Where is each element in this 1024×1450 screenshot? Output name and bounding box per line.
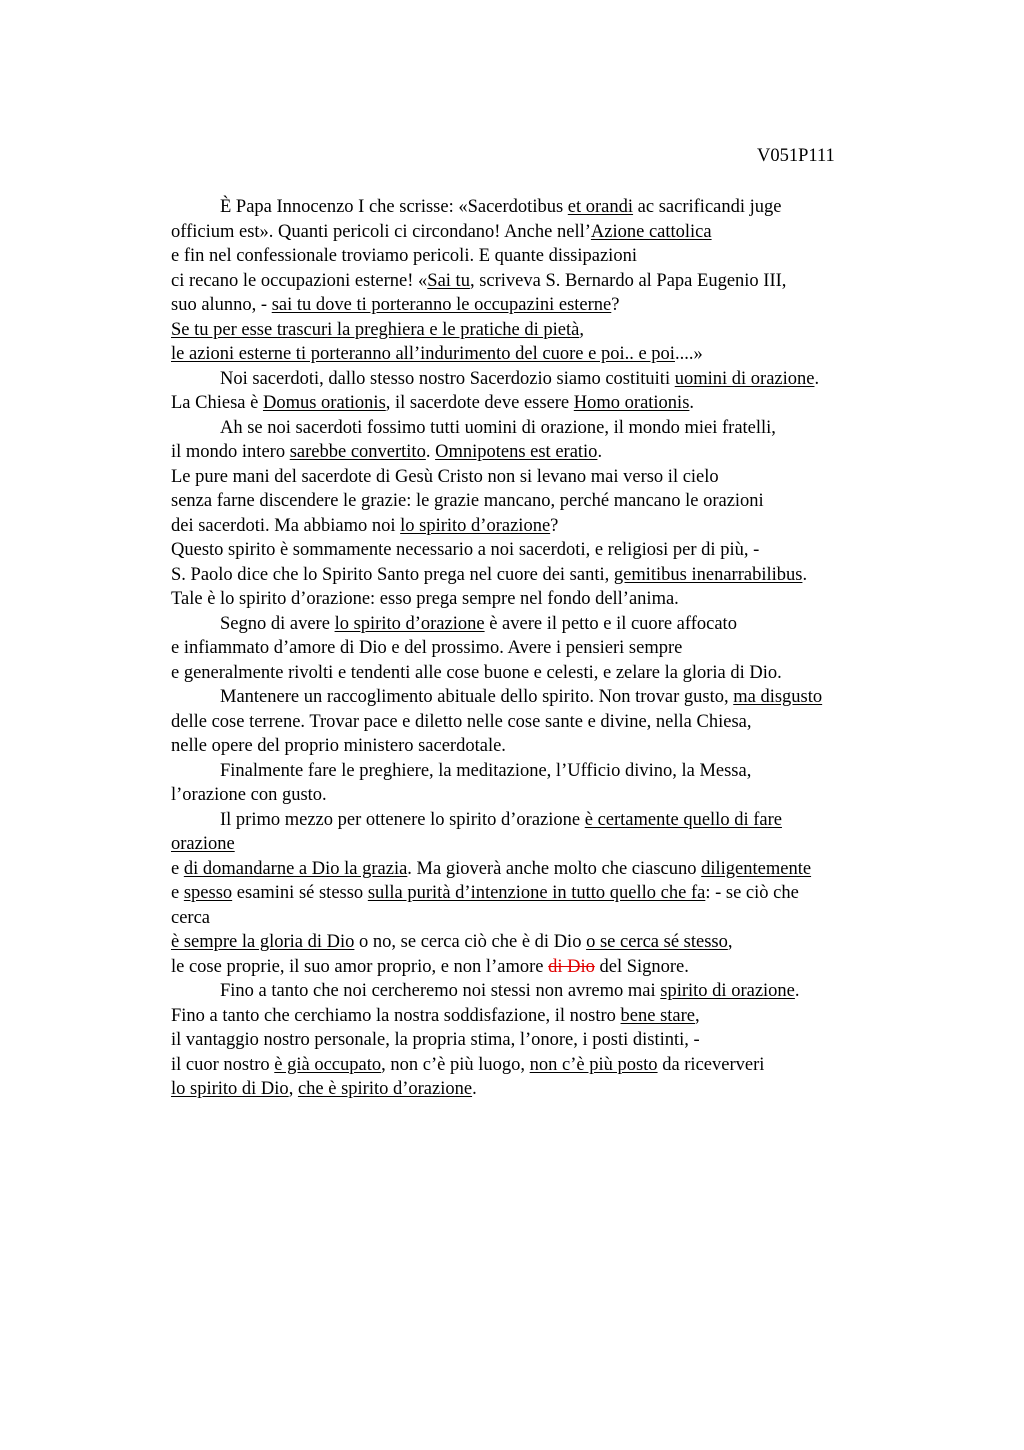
text-run: nelle opere del proprio ministero sacerdotale. (171, 736, 506, 756)
text-line (171, 1077, 911, 1102)
text-run: ac sacrificandi juge (633, 197, 782, 217)
underlined-text: sai tu dove ti porteranno le occupazini esterne (271, 295, 612, 315)
text-line (171, 808, 911, 833)
text-run: Noi sacerdoti, dallo stesso nostro Sacerdozio siamo costituiti (220, 368, 675, 389)
text-run: . Ma gioverà anche molto che ciascuno (407, 858, 702, 879)
underlined-text: gemitibus inenarrabilibus (613, 564, 803, 585)
text-run: e generalmente rivolti e tendenti alle cose buone e celesti, e zelare la gloria di Dio. (171, 662, 782, 683)
text-run: , (727, 932, 733, 952)
text-line (171, 342, 911, 367)
text-line (171, 587, 911, 612)
text-run: Fino a tanto che noi cercheremo noi stessi non avremo mai (220, 981, 661, 1001)
underlined-text: Omnipotens est eratio (435, 442, 598, 462)
text-run: , (695, 1005, 700, 1026)
text-run: : - se ciò che (705, 883, 799, 903)
text-line (171, 661, 911, 686)
text-line (171, 440, 911, 465)
text-run: Finalmente fare le preghiere, la meditazione, l’Ufficio divino, la Messa, (220, 760, 752, 781)
text-run: , non c’è più luogo, (381, 1054, 530, 1075)
text-line (171, 244, 911, 269)
text-line (171, 979, 911, 1004)
underlined-text: Homo orationis (573, 393, 690, 413)
text-run: Questo spirito è sommamente necessario a noi sacerdoti, e religiosi per di più, - (171, 540, 760, 560)
underlined-text: lo spirito di Dio (171, 1079, 289, 1099)
text-line (171, 881, 911, 906)
text-line (171, 293, 911, 318)
body-text (171, 195, 911, 1102)
underlined-text: è sempre la gloria di Dio (171, 932, 355, 952)
text-line (171, 1004, 911, 1029)
text-run: delle cose terrene. Trovar pace e diletto nelle cose sante e divine, nella Chiesa, (171, 711, 752, 732)
text-line (171, 514, 911, 539)
text-line (171, 857, 911, 882)
text-run: . (802, 564, 808, 585)
underlined-text: spesso (183, 883, 233, 903)
text-run: da riceververi (657, 1054, 765, 1075)
underlined-text: sulla purità d’intenzione in tutto quello che fa (367, 883, 706, 903)
text-run: Le pure mani del sacerdote di Gesù Cristo non si levano mai verso il cielo (171, 466, 719, 487)
underlined-text: uomini di orazione (674, 368, 815, 389)
text-line (171, 685, 911, 710)
text-run: Ah se noi sacerdoti fossimo tutti uomini di orazione, il mondo miei fratelli, (220, 417, 776, 438)
underlined-text: ma disgusto (733, 687, 823, 707)
text-line (171, 269, 911, 294)
text-line (171, 955, 911, 980)
underlined-text: et orandi (567, 197, 634, 217)
underlined-text: Azione cattolica (590, 221, 712, 242)
text-run: . (814, 368, 820, 389)
text-run: . (794, 981, 800, 1001)
text-run: Mantenere un raccoglimento abituale dello spirito. Non trovar gusto, (220, 687, 734, 707)
text-run: le cose proprie, il suo amor proprio, e non l’amore (171, 956, 549, 977)
text-run: del Signore. (594, 956, 689, 977)
text-line (171, 416, 911, 441)
text-run: È Papa Innocenzo I che scrisse: «Sacerdotibus (220, 197, 568, 217)
text-run: ci recano le occupazioni esterne! « (171, 270, 428, 291)
underlined-text: è certamente quello di fare (584, 809, 782, 830)
text-line (171, 195, 911, 220)
text-run: Fino a tanto che cerchiamo la nostra soddisfazione, il nostro (171, 1005, 621, 1026)
underlined-text: diligentemente (701, 858, 812, 879)
text-line (171, 783, 911, 808)
text-run: , (288, 1079, 298, 1099)
text-run: . (597, 442, 603, 462)
text-run: cerca (171, 907, 211, 928)
text-line (171, 220, 911, 245)
struck-text: di Dio (548, 956, 595, 977)
underlined-text: Domus orationis (262, 393, 386, 413)
text-run: il mondo intero (171, 442, 290, 462)
text-line (171, 906, 911, 931)
text-run: Segno di avere (220, 613, 335, 634)
underlined-text: Sai tu (427, 270, 470, 291)
underlined-text: le azioni esterne ti porteranno all’indurimento del cuore e poi.. e poi (171, 344, 675, 364)
text-run: o no, se cerca ciò che è di Dio (354, 932, 587, 952)
underlined-text: o se cerca sé stesso (586, 932, 728, 952)
underlined-text: di domandarne a Dio la grazia (183, 858, 408, 879)
text-line (171, 367, 911, 392)
text-line (171, 318, 911, 343)
text-run: Tale è lo spirito d’orazione: esso prega sempre nel fondo dell’anima. (171, 589, 679, 609)
text-run: La Chiesa è (171, 393, 263, 413)
text-run: ? (611, 295, 620, 315)
text-run: e fin nel confessionale troviamo pericoli. E quante dissipazioni (171, 246, 637, 266)
text-line (171, 930, 911, 955)
text-run: il cuor nostro (171, 1054, 275, 1075)
text-run: il vantaggio nostro personale, la propria stima, l’onore, i posti distinti, - (171, 1030, 700, 1050)
text-line (171, 612, 911, 637)
underlined-text: spirito di orazione (660, 981, 795, 1001)
text-run: suo alunno, - (171, 295, 272, 315)
underlined-text: bene stare (620, 1005, 696, 1026)
text-run: e (171, 858, 184, 879)
text-line (171, 538, 911, 563)
underlined-text: è già occupato (274, 1054, 382, 1075)
text-run: senza farne discendere le grazie: le grazie mancano, perché mancano le orazioni (171, 491, 764, 511)
text-line (171, 636, 911, 661)
text-line (171, 832, 911, 857)
text-run: l’orazione con gusto. (171, 785, 327, 805)
text-run: Il primo mezzo per ottenere lo spirito d’orazione (220, 809, 585, 830)
text-run: ....» (674, 344, 703, 364)
underlined-text: lo spirito d’orazione (334, 613, 485, 634)
text-run: . (689, 393, 695, 413)
text-line (171, 1053, 911, 1078)
text-line (171, 391, 911, 416)
underlined-text: orazione (171, 834, 235, 854)
text-run: dei sacerdoti. Ma abbiamo noi (171, 515, 401, 536)
underlined-text: sarebbe convertito (289, 442, 426, 462)
text-run: , il sacerdote deve essere (385, 393, 574, 413)
text-line (171, 563, 911, 588)
text-run: S. Paolo dice che lo Spirito Santo prega nel cuore dei santi, (171, 564, 614, 585)
text-line (171, 1028, 911, 1053)
text-run: officium est». Quanti pericoli ci circondano! Anche nell’ (171, 221, 591, 242)
text-run: esamini sé stesso (232, 883, 368, 903)
text-run: , (579, 319, 584, 340)
text-line (171, 759, 911, 784)
text-line (171, 734, 911, 759)
page-reference: V051P111 (757, 146, 835, 166)
text-run: ? (550, 515, 559, 536)
text-run: e infiammato d’amore di Dio e del prossimo. Avere i pensieri sempre (171, 638, 683, 658)
text-line (171, 465, 911, 490)
text-run: . (472, 1079, 477, 1099)
text-run: . (425, 442, 436, 462)
text-run: è avere il petto e il cuore affocato (484, 613, 737, 634)
text-line (171, 710, 911, 735)
underlined-text: non c’è più posto (529, 1054, 658, 1075)
text-run: e (171, 883, 184, 903)
underlined-text: lo spirito d’orazione (400, 515, 551, 536)
text-run: , scriveva S. Bernardo al Papa Eugenio III, (469, 270, 787, 291)
underlined-text: che è spirito d’orazione (297, 1079, 473, 1099)
text-line (171, 489, 911, 514)
underlined-text: Se tu per esse trascuri la preghiera e le pratiche di pietà (171, 319, 580, 340)
